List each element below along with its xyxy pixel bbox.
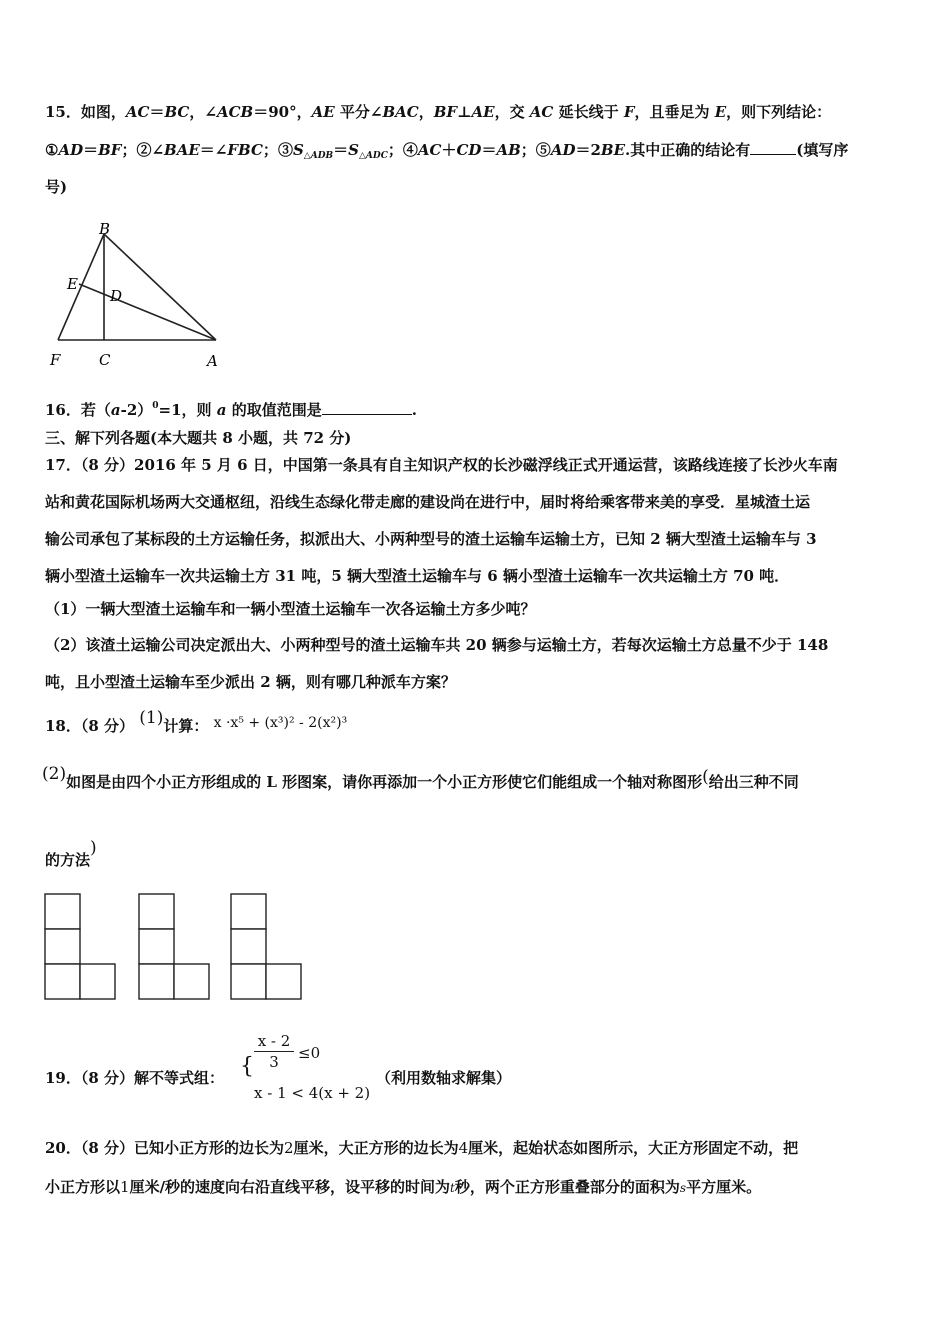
q20-text: 2 xyxy=(284,1139,294,1157)
q16-text: 16．若（ xyxy=(45,401,111,419)
q17-line: 17．（8 分）2016 年 5 月 6 日，中国第一条具有自主知识产权的长沙磁浮线正式开通运营，该路线连接了长沙火车南 xyxy=(45,456,838,474)
q15-text: AC xyxy=(417,141,442,159)
q15-text: ，且垂足为 xyxy=(634,103,715,121)
q18-line1 xyxy=(45,708,348,737)
inequality-2: x - 1 < 4(x + 2) xyxy=(254,1084,371,1102)
q20-line1 xyxy=(45,1138,798,1158)
square xyxy=(231,894,266,929)
fraction-bar xyxy=(254,1051,294,1052)
choice-1-mark: ① xyxy=(45,141,59,159)
line-ea xyxy=(79,284,216,340)
answer-blank[interactable] xyxy=(322,400,412,415)
square xyxy=(45,929,80,964)
q15-text: BF xyxy=(98,141,122,159)
q15-text: AD xyxy=(58,141,84,159)
q17-line: 辆小型渣土运输车一次共运输土方 31 吨，5 辆大型渣土运输车与 6 辆小型渣土运输车一次共运输土方 70 吨． xyxy=(45,567,790,585)
q18-text: ( xyxy=(702,767,709,787)
q17-line: 站和黄花国际机场两大交通枢纽，沿线生态绿化带走廊的建设尚在进行中，届时将给乘客带来美的享受．星城渣土运 xyxy=(45,493,811,511)
q18-text: (2) xyxy=(42,764,67,784)
q17-line: 输公司承包了某标段的土方运输任务，拟派出大、小两种型号的渣土运输车运输土方，已知 2 辆大型渣土运输车与 3 xyxy=(45,530,817,548)
q15-text: BAC xyxy=(382,103,419,121)
l-shapes-figure xyxy=(44,893,304,1005)
square xyxy=(231,964,266,999)
q15-text: ＝2 xyxy=(575,141,601,159)
label-d: D xyxy=(110,287,123,305)
q18-text: 给出三种不同 xyxy=(708,773,799,791)
q19-tail: （利用数轴求解集） xyxy=(376,1069,512,1087)
q18-text: (1) xyxy=(139,708,164,728)
q15-line1 xyxy=(45,102,831,122)
fraction xyxy=(254,1032,294,1071)
inequality-system xyxy=(240,1030,370,1110)
q20-text: s xyxy=(679,1181,687,1195)
square xyxy=(80,964,115,999)
q15-text: BAE xyxy=(164,141,200,159)
brace: { xyxy=(240,1054,254,1079)
q15-text: ， xyxy=(418,103,434,121)
q15-text: AC xyxy=(529,103,554,121)
q17-sub1: （1）一辆大型渣土运输车和一辆小型渣土运输车一次各运输土方多少吨？ xyxy=(45,600,536,618)
q15-text: S xyxy=(292,141,304,159)
q18-formula: x ·x⁵ + (x³)² - 2(x²)³ xyxy=(213,715,348,731)
q16-text: =1，则 xyxy=(158,401,217,419)
square xyxy=(231,929,266,964)
q15-text: △ADB xyxy=(303,151,334,161)
q15-text: .其中正确的结论有 xyxy=(625,141,751,159)
square xyxy=(139,929,174,964)
q20-text: 厘米/秒的速度向右沿直线平移，设平移的时间为 xyxy=(129,1178,451,1196)
q15-text: △ADC xyxy=(358,151,388,161)
q17-sub2: （2）该渣土运输公司决定派出大、小两种型号的渣土运输车共 20 辆参与运输土方，若每次运输土方总量不少于 148 xyxy=(45,636,829,654)
square xyxy=(266,964,301,999)
label-a: A xyxy=(207,352,218,370)
label-f: F xyxy=(50,351,61,369)
relation: ≤0 xyxy=(298,1044,321,1062)
label-c: C xyxy=(99,351,111,369)
q15-text: ＝ xyxy=(481,141,497,159)
q15-text: ＋ xyxy=(441,141,457,159)
q15-text: FBC xyxy=(227,141,263,159)
square xyxy=(45,894,80,929)
q16-text: 0 xyxy=(152,401,159,411)
square xyxy=(139,964,174,999)
q15-text: ； xyxy=(520,141,536,159)
q15-text: AC xyxy=(125,103,150,121)
q15-text: AB xyxy=(496,141,521,159)
fraction-denominator: 3 xyxy=(269,1053,279,1071)
q16-line xyxy=(45,396,417,420)
q15-text: BC xyxy=(164,103,190,121)
q15-text: ； xyxy=(262,141,278,159)
q15-text: AE xyxy=(471,103,495,121)
q15-text: BF xyxy=(433,103,458,121)
label-b: B xyxy=(99,222,111,238)
q15-text: ＝ xyxy=(333,141,349,159)
q15-text: ，交 xyxy=(494,103,530,121)
choice-2-mark: ②∠ xyxy=(136,141,165,159)
q16-text: a xyxy=(216,401,227,419)
q18-text: 18．（8 分） xyxy=(45,717,135,735)
section-title: 三、解下列各题(本大题共 8 小题，共 72 分) xyxy=(45,429,352,447)
q15-line2 xyxy=(45,140,848,166)
q15-text: 延长线于 xyxy=(553,103,624,121)
choice-3-mark: ③ xyxy=(277,141,293,159)
answer-blank[interactable] xyxy=(750,140,796,155)
q18-line3 xyxy=(45,838,97,870)
q15-text: 15．如图， xyxy=(45,103,126,121)
q20-text: 秒，两个正方形重叠部分的面积为 xyxy=(454,1178,680,1196)
square xyxy=(45,964,80,999)
q15-text: AD xyxy=(550,141,576,159)
q15-line3: 号) xyxy=(45,178,68,196)
q15-text: ＝∠ xyxy=(199,141,228,159)
fraction-numerator: x - 2 xyxy=(257,1032,291,1050)
label-e: E xyxy=(67,275,78,293)
q20-text: 平方厘米。 xyxy=(686,1178,762,1196)
q15-text: ＝ xyxy=(83,141,99,159)
square xyxy=(174,964,209,999)
q19-prefix: 19．（8 分）解不等式组： xyxy=(45,1069,225,1087)
q20-text: t xyxy=(450,1181,455,1195)
q15-text: F xyxy=(623,103,635,121)
square xyxy=(139,894,174,929)
q15-text: ⊥ xyxy=(457,103,472,121)
q16-text: 的取值范围是 xyxy=(226,401,322,419)
q16-text: a xyxy=(110,401,121,419)
q15-text: CD xyxy=(456,141,482,159)
q18-text: 的方法 xyxy=(45,851,91,869)
q15-text: E xyxy=(714,103,727,121)
choice-5-mark: ⑤ xyxy=(535,141,551,159)
q15-text: ＝ xyxy=(149,103,165,121)
q15-text: (填写序 xyxy=(796,141,849,159)
q16-text: -2） xyxy=(120,401,153,419)
q15-text: ＝90°， xyxy=(253,103,312,121)
q20-text: 1 xyxy=(120,1178,130,1196)
q18-text: 如图是由四个小正方形组成的 L 形图案，请你再添加一个小正方形使它们能组成一个轴对称图形 xyxy=(66,773,703,791)
q15-text: ，则下列结论： xyxy=(726,103,832,121)
q15-text: ； xyxy=(387,141,403,159)
q18-line2 xyxy=(42,764,799,792)
triangle-figure xyxy=(46,222,226,372)
q15-text: ，∠ xyxy=(189,103,217,121)
q20-text: 厘米，大正方形的边长为 xyxy=(293,1139,459,1157)
q15-text: AE xyxy=(311,103,335,121)
q15-text: ACB xyxy=(216,103,254,121)
q20-text: 小正方形以 xyxy=(45,1178,121,1196)
q18-text: 计算： xyxy=(163,717,209,735)
q15-text: BE xyxy=(600,141,626,159)
choice-4-mark: ④ xyxy=(402,141,418,159)
line-bf xyxy=(58,234,104,340)
q16-text: . xyxy=(411,401,417,419)
q20-text: 20．（8 分）已知小正方形的边长为 xyxy=(45,1139,285,1157)
q15-text: ； xyxy=(121,141,137,159)
q18-text: ) xyxy=(90,838,97,858)
q20-line2 xyxy=(45,1177,761,1198)
q20-text: 4 xyxy=(458,1139,469,1157)
q20-text: 厘米，起始状态如图所示，大正方形固定不动，把 xyxy=(468,1139,799,1157)
q17-line: 吨，且小型渣土运输车至少派出 2 辆，则有哪几种派车方案？ xyxy=(45,673,456,691)
q15-text: S xyxy=(348,141,359,159)
q15-text: 平分∠ xyxy=(334,103,383,121)
